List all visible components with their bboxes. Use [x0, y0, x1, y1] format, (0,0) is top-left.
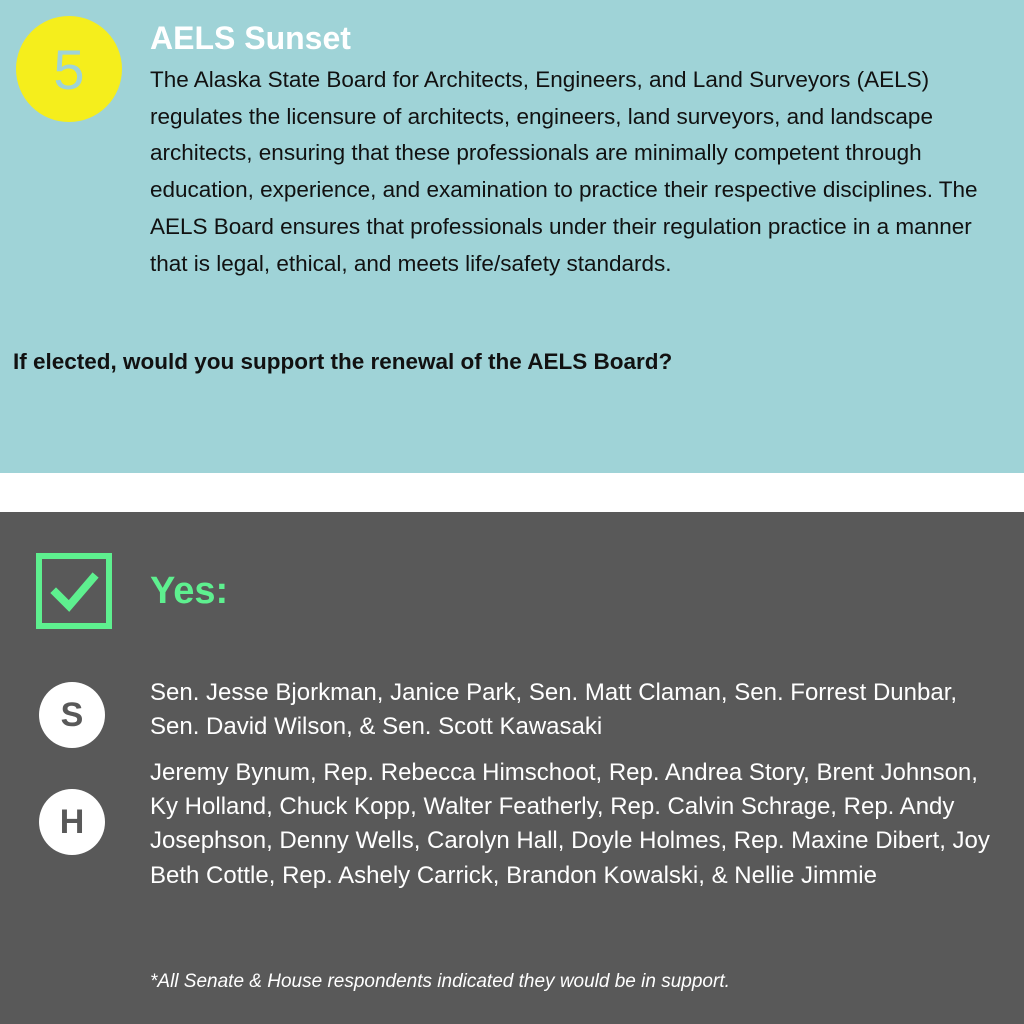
footnote: *All Senate & House respondents indicated they would be in support.	[150, 971, 730, 992]
senate-respondents: Sen. Jesse Bjorkman, Janice Park, Sen. Matt Claman, Sen. Forrest Dunbar, Sen. David Wilson, & Sen. Scott Kawasaki	[150, 679, 958, 741]
checkmark-icon	[46, 563, 102, 619]
senate-badge: S	[39, 682, 105, 748]
house-respondents: Jeremy Bynum, Rep. Rebecca Himschoot, Rep. Andrea Story, Brent Johnson, Ky Holland, Chuck Kopp, Walter Featherly, Rep. Calvin Schrage, Rep. Andy Josephson, Denny Wells, Carolyn Hall, Doyle Holmes, Rep. Maxine Dibert, Joy Beth Cottle, Rep. Ashely Carrick, Brandon Kowalski, & Nellie Jimmie	[150, 759, 990, 889]
topic-number-badge: 5	[16, 16, 122, 122]
survey-question: If elected, would you support the renewal of the AELS Board?	[13, 349, 673, 374]
topic-title: AELS Sunset	[150, 20, 351, 56]
house-badge: H	[39, 789, 105, 855]
topic-description: The Alaska State Board for Architects, Engineers, and Land Surveyors (AELS) regulates the licensure of architects, engineers, land surveyors, and landscape architects, ensuring that these professionals are minimally competent through education, experience, and examination to practice their respective disciplines. The AELS Board ensures that professionals under their regulation practice in a manner that is legal, ethical, and meets life/safety standards.	[150, 67, 978, 276]
response-heading: Yes:	[150, 570, 229, 612]
checkbox-icon	[36, 553, 112, 629]
topic-panel	[0, 0, 1024, 473]
